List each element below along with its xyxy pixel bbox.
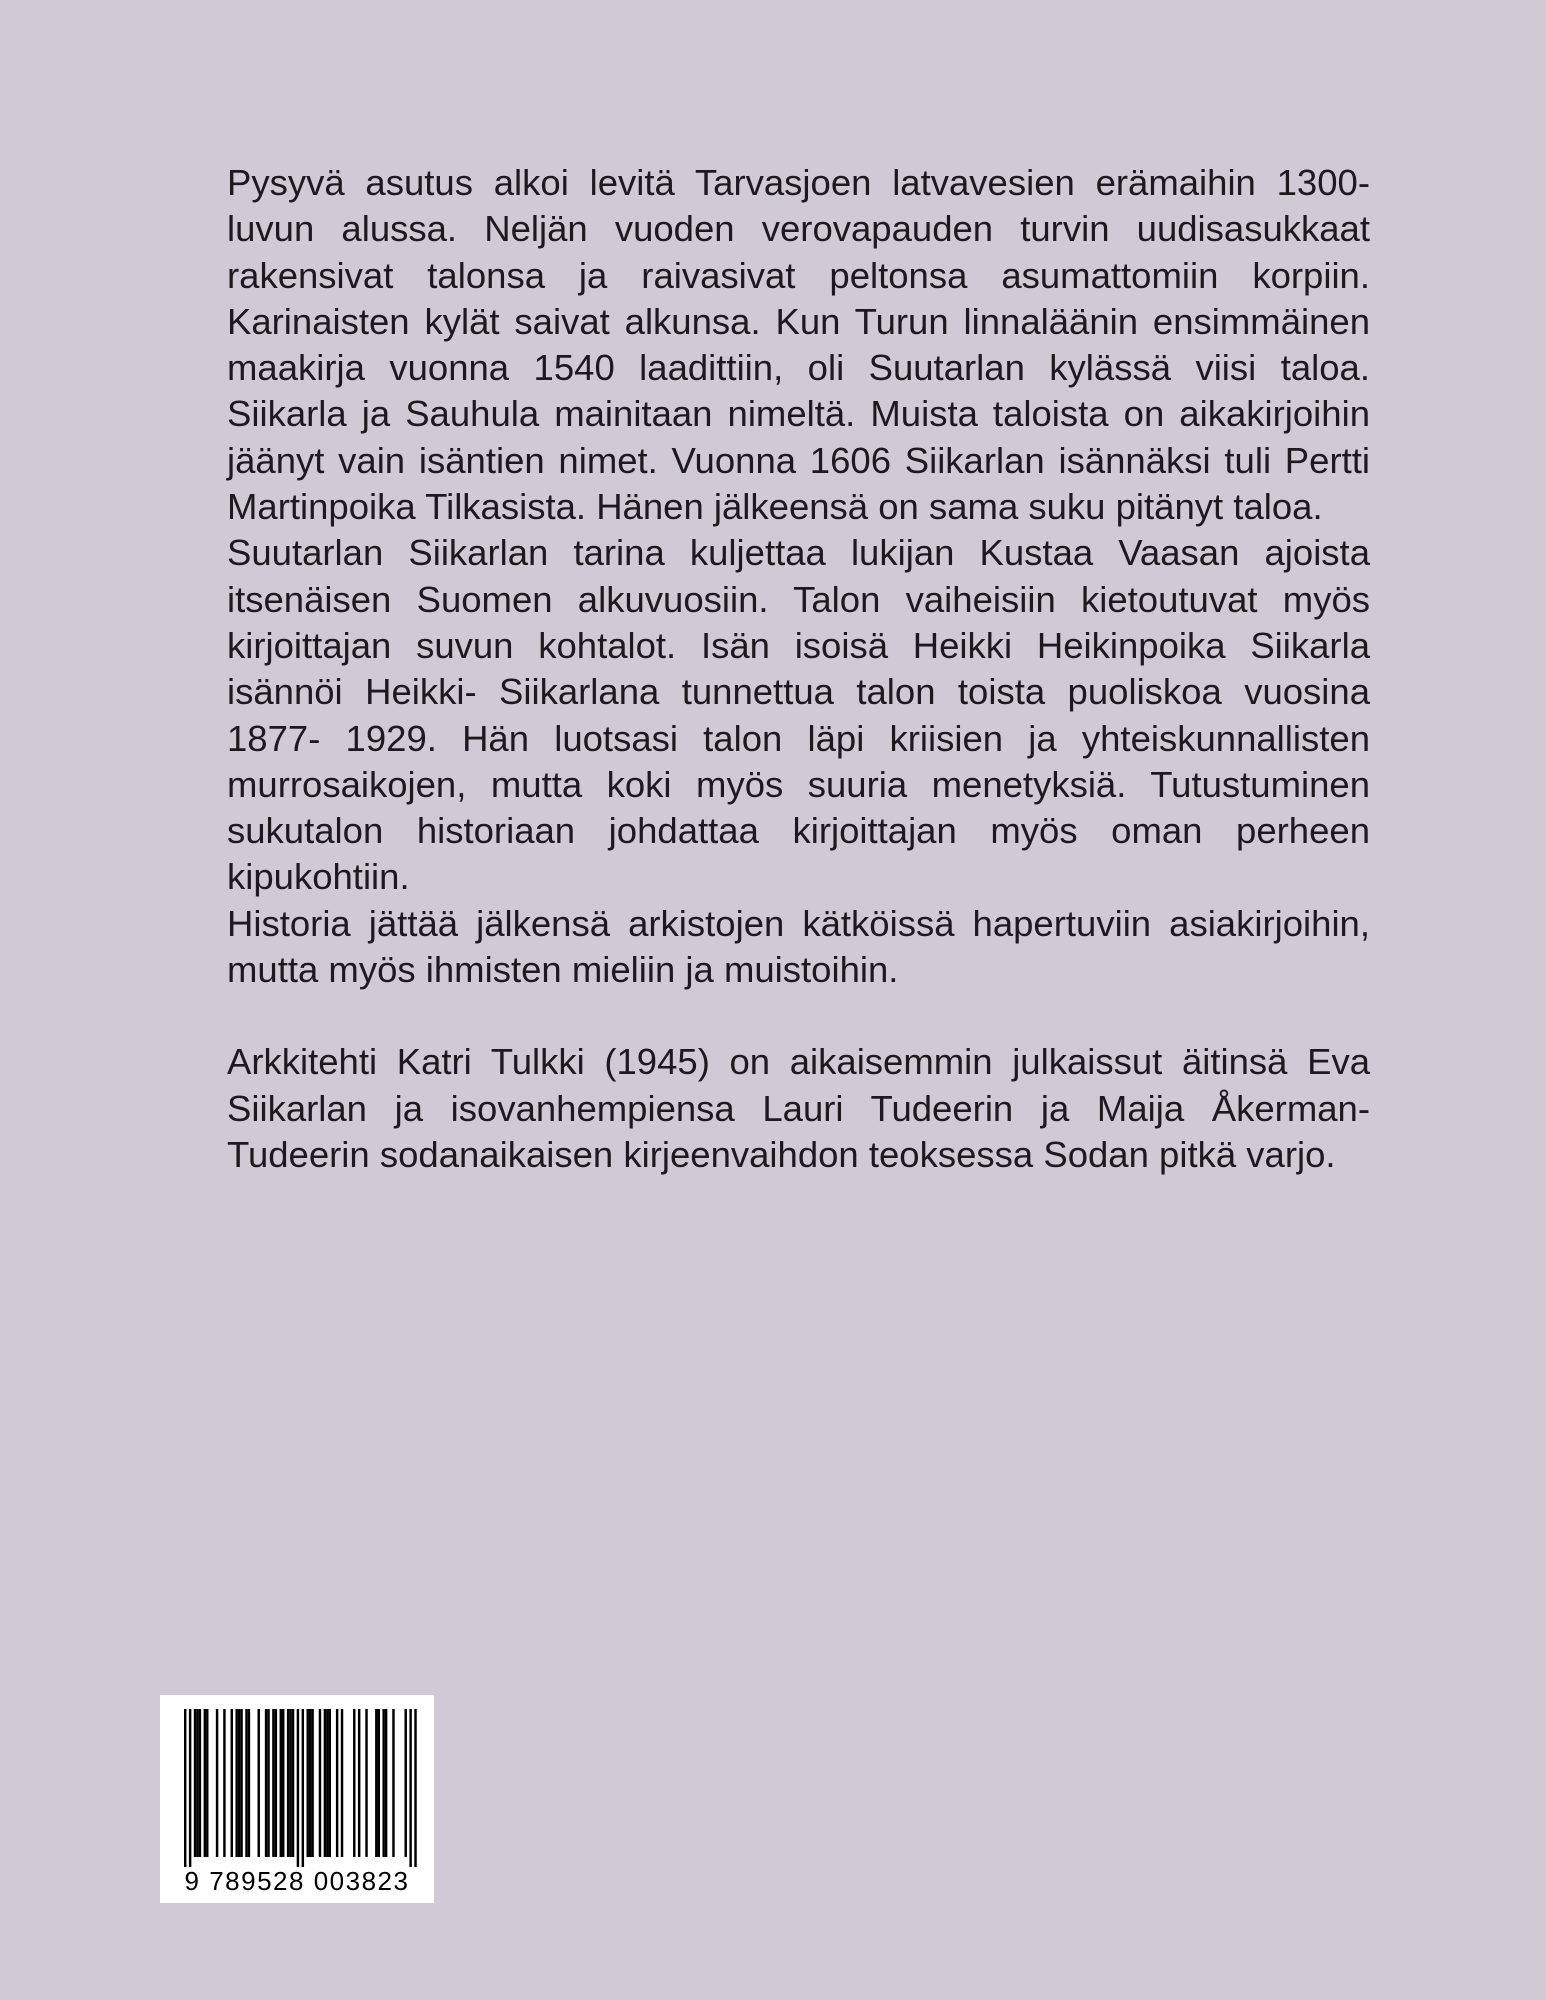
barcode-bar bbox=[248, 1709, 250, 1857]
barcode-bar bbox=[297, 1709, 299, 1867]
barcode-bar bbox=[309, 1709, 311, 1857]
barcode-bar bbox=[223, 1709, 225, 1857]
barcode-bar bbox=[184, 1709, 186, 1867]
barcode-bar bbox=[206, 1709, 208, 1857]
barcode-bar bbox=[289, 1709, 291, 1857]
barcode-bar bbox=[238, 1709, 240, 1857]
paragraph-story-summary: Suutarlan Siikarlan tarina kuljettaa lukijan Kustaa Vaasan ajoista itsenäisen Suomen alkuvuosiin. Talon vaiheisiin kietoutuvat myös kirjoittajan suvun kohtalot. Isän isoisä Heikki Heikinpoika Siikarla isännöi Heikki- Siikarlana tunnettua talon toista puoliskoa vuosina 1877- 1929. Hän luotsasi talon läpi kriisien ja yhteiskunnallisten murrosaikojen, mutta koki myös suuria menetyksiä. Tutustuminen sukutalon historiaan johdattaa kirjoittajan myös oman perheen kipukohtiin. bbox=[227, 532, 1370, 898]
barcode-bar bbox=[326, 1709, 328, 1857]
barcode-bar bbox=[392, 1709, 394, 1857]
barcode-bar bbox=[329, 1709, 331, 1857]
barcode-bar bbox=[216, 1709, 218, 1857]
barcode-bar bbox=[240, 1709, 242, 1857]
barcode-bar bbox=[245, 1709, 247, 1857]
barcode-bar bbox=[324, 1709, 326, 1857]
barcode-bar bbox=[235, 1709, 237, 1857]
barcode-bar bbox=[375, 1709, 377, 1857]
barcode-bar bbox=[292, 1709, 294, 1857]
paragraph-history-closing: Historia jättää jälkensä arkistojen kätköissä hapertuviin asiakirjoihin, mutta myös ihmisten mieliin ja muistoihin. bbox=[227, 902, 1370, 991]
barcode-bar bbox=[409, 1709, 411, 1867]
barcode-bar bbox=[378, 1709, 380, 1857]
back-cover-text bbox=[227, 160, 1370, 1178]
isbn-barcode bbox=[160, 1695, 434, 1903]
barcode-bar bbox=[189, 1709, 191, 1867]
barcode-bar bbox=[267, 1709, 269, 1857]
barcode-bar bbox=[311, 1709, 313, 1857]
barcode-bar bbox=[319, 1709, 321, 1857]
barcode-bar bbox=[385, 1709, 387, 1857]
barcode-bar bbox=[414, 1709, 416, 1867]
barcode-bar bbox=[307, 1709, 309, 1857]
barcode-bar bbox=[365, 1709, 367, 1857]
barcode-bar bbox=[336, 1709, 338, 1857]
barcode-bar bbox=[194, 1709, 196, 1857]
barcode-bar bbox=[199, 1709, 201, 1857]
barcode-bar bbox=[341, 1709, 343, 1857]
barcode-bar bbox=[382, 1709, 384, 1857]
paragraph-author-bio: Arkkitehti Katri Tulkki (1945) on aikaisemmin julkaissut äitinsä Eva Siikarlan ja isovanhempiensa Lauri Tudeerin ja Maija Åkerman-Tudeerin sodanaikaisen kirjeenvaihdon teoksessa Sodan pitkä varjo. bbox=[227, 1041, 1370, 1175]
barcode-bar bbox=[353, 1709, 355, 1857]
barcode-bar bbox=[196, 1709, 198, 1857]
barcode-bar bbox=[358, 1709, 360, 1857]
barcode-bar bbox=[231, 1709, 233, 1857]
barcode-bar bbox=[405, 1709, 407, 1857]
barcode-bar bbox=[258, 1709, 260, 1857]
isbn-number: 9 789528 003823 bbox=[184, 1866, 410, 1896]
barcode-bar bbox=[287, 1709, 289, 1857]
barcode-bar bbox=[280, 1709, 282, 1857]
barcode-bar bbox=[265, 1709, 267, 1857]
paragraph-settlement-history: Pysyvä asutus alkoi levitä Tarvasjoen latvavesien erämaihin 1300-luvun alussa. Neljän vuoden verovapauden turvin uudisasukkaat rakensivat talonsa ja raivasivat peltonsa asumattomiin korpiin. Karinaisten kylät saivat alkunsa. Kun Turun linnaläänin ensimmäinen maakirja vuonna 1540 laadittiin, oli Suutarlan kylässä viisi taloa. Siikarla ja Sauhula mainitaan nimeltä. Muista taloista on aikakirjoihin jäänyt vain isäntien nimet. Vuonna 1606 Siikarlan isännäksi tuli Pertti Martinpoika Tilkasista. Hänen jälkeensä on sama suku pitänyt taloa. bbox=[227, 162, 1370, 528]
barcode-bar bbox=[282, 1709, 284, 1857]
barcode-bar bbox=[204, 1709, 206, 1857]
barcode-bar bbox=[272, 1709, 274, 1857]
barcode-bar bbox=[302, 1709, 304, 1867]
barcode-bar bbox=[275, 1709, 277, 1857]
